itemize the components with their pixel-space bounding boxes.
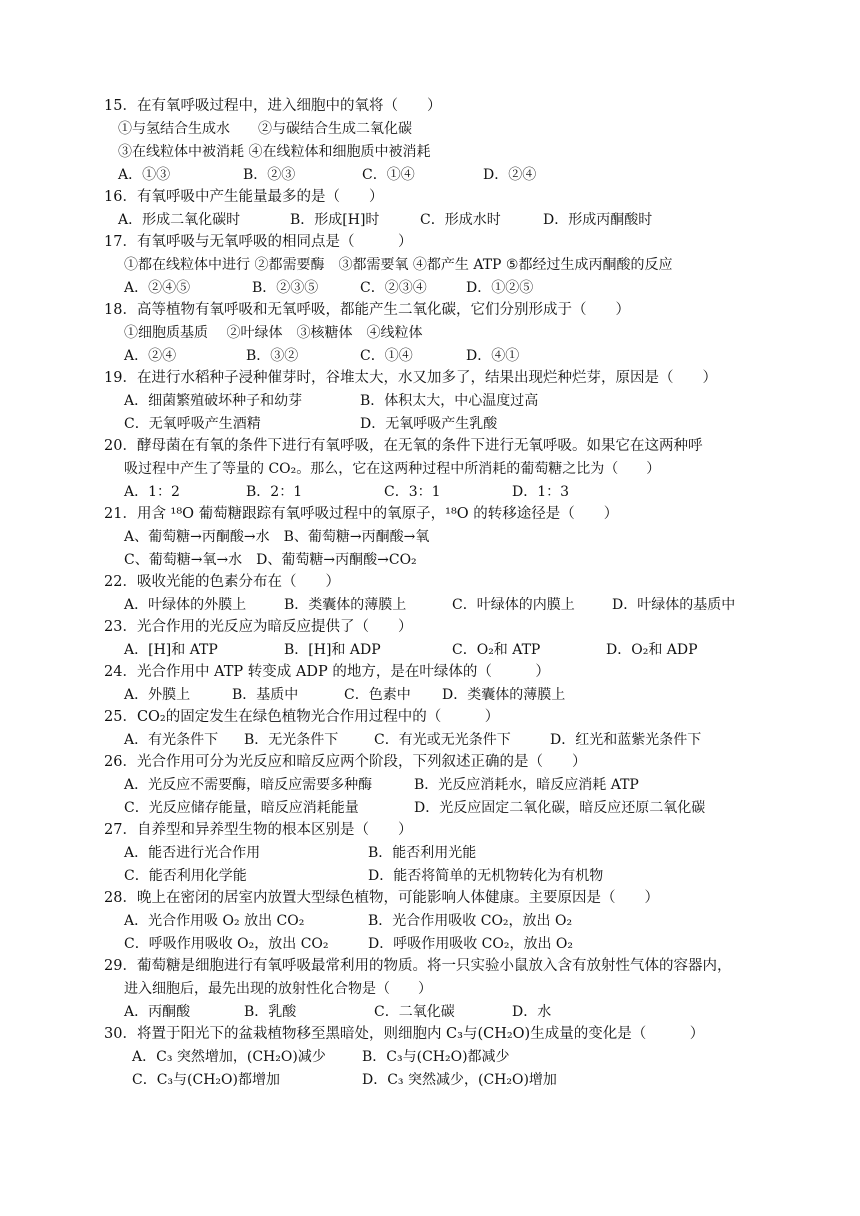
question-24-option-a[interactable]: A．外膜上 — [124, 687, 191, 703]
question-29-option-c[interactable]: C．二氧化碳 — [374, 1004, 455, 1020]
question-18-option-c[interactable]: C．①④ — [360, 348, 413, 364]
question-18-option-a[interactable]: A．②④ — [124, 348, 177, 364]
question-23-option-b[interactable]: B．[H]和 ADP — [284, 642, 381, 658]
question-21-options-cd[interactable]: C、葡萄糖→氧→水 D、葡萄糖→丙酮酸→CO₂ — [124, 552, 417, 568]
question-26-option-c[interactable]: C．光反应储存能量，暗反应消耗能量 — [124, 800, 359, 816]
question-17-option-b[interactable]: B．②③⑤ — [252, 280, 319, 296]
question-28-option-b[interactable]: B．光合作用吸收 CO₂，放出 O₂ — [368, 913, 573, 929]
question-25-option-a[interactable]: A．有光条件下 — [124, 732, 219, 748]
question-30-option-d[interactable]: D．C₃ 突然减少，(CH₂O)增加 — [362, 1072, 557, 1088]
question-19-stem: 19．在进行水稻种子浸种催芽时，谷堆太大，水又加多了，结果出现烂种烂芽，原因是（ ） — [104, 370, 717, 386]
question-16-option-a[interactable]: A．形成二氧化碳时 — [118, 212, 241, 228]
question-27-option-d[interactable]: D．能否将简单的无机物转化为有机物 — [368, 868, 604, 884]
question-20-stem-cont: 吸过程中产生了等量的 CO₂。那么，它在这两种过程中所消耗的葡萄糖之比为（ ） — [124, 461, 661, 477]
question-29-option-b[interactable]: B．乳酸 — [244, 1004, 297, 1020]
question-15-statements-2: ③在线粒体中被消耗 ④在线粒体和细胞质中被消耗 — [118, 144, 431, 160]
question-21-stem: 21．用含 ¹⁸O 葡萄糖跟踪有氧呼吸过程中的氧原子，¹⁸O 的转移途径是（ ） — [104, 506, 619, 522]
question-22-option-b[interactable]: B．类囊体的薄膜上 — [284, 597, 407, 613]
question-26-stem: 26．光合作用可分为光反应和暗反应两个阶段，下列叙述正确的是（ ） — [104, 754, 587, 770]
question-28-option-d[interactable]: D．呼吸作用吸收 CO₂，放出 O₂ — [368, 936, 574, 952]
question-23-option-c[interactable]: C．O₂和 ATP — [452, 642, 541, 658]
question-17-option-a[interactable]: A．②④⑤ — [124, 280, 191, 296]
question-30-option-c[interactable]: C．C₃与(CH₂O)都增加 — [132, 1072, 280, 1088]
question-29-stem: 29．葡萄糖是细胞进行有氧呼吸最常利用的物质。将一只实验小鼠放入含有放射性气体的容器内， — [104, 958, 732, 974]
question-15-option-a[interactable]: A．①③ — [118, 167, 171, 183]
question-22-option-d[interactable]: D．叶绿体的基质中 — [612, 597, 736, 613]
question-19-option-d[interactable]: D．无氧呼吸产生乳酸 — [360, 416, 498, 432]
question-15-stem: 15．在有氧呼吸过程中，进入细胞中的氧将（ ） — [104, 98, 442, 114]
question-25-option-c[interactable]: C．有光或无光条件下 — [374, 732, 511, 748]
question-24-option-c[interactable]: C．色素中 — [344, 687, 411, 703]
question-17-option-d[interactable]: D．①②⑤ — [466, 280, 534, 296]
question-20-stem: 20．酵母菌在有氧的条件下进行有氧呼吸，在无氧的条件下进行无氧呼吸。如果它在这两种呼 — [104, 438, 703, 454]
question-25-option-d[interactable]: D．红光和蓝紫光条件下 — [550, 732, 702, 748]
question-30-option-a[interactable]: A．C₃ 突然增加，(CH₂O)减少 — [132, 1049, 326, 1065]
question-19-option-a[interactable]: A．细菌繁殖破坏种子和幼芽 — [124, 393, 303, 409]
question-16-option-c[interactable]: C．形成水时 — [420, 212, 501, 228]
question-29-stem-cont: 进入细胞后，最先出现的放射性化合物是（ ） — [124, 981, 432, 997]
question-27-option-c[interactable]: C．能否利用化学能 — [124, 868, 247, 884]
question-18-option-d[interactable]: D．④① — [466, 348, 520, 364]
question-17-option-c[interactable]: C．②③④ — [360, 280, 427, 296]
question-28-stem: 28．晚上在密闭的居室内放置大型绿色植物，可能影响人体健康。主要原因是（ ） — [104, 890, 659, 906]
question-18-stem: 18．高等植物有氧呼吸和无氧呼吸，都能产生二氧化碳，它们分别形成于（ ） — [104, 302, 630, 318]
question-18-statements: ①细胞质基质 ②叶绿体 ③核糖体 ④线粒体 — [124, 325, 423, 341]
question-26-option-b[interactable]: B．光反应消耗水，暗反应消耗 ATP — [414, 777, 639, 793]
question-22-stem: 22．吸收光能的色素分布在（ ） — [104, 574, 340, 590]
question-16-stem: 16．有氧呼吸中产生能量最多的是（ ） — [104, 189, 384, 205]
question-28-option-a[interactable]: A．光合作用吸 O₂ 放出 CO₂ — [124, 913, 305, 929]
question-16-option-b[interactable]: B．形成[H]时 — [290, 212, 380, 228]
question-27-stem: 27．自养型和异养型生物的根本区别是（ ） — [104, 822, 413, 838]
question-23-option-d[interactable]: D．O₂和 ADP — [606, 642, 698, 658]
question-20-option-b[interactable]: B．2：1 — [246, 484, 303, 500]
question-22-option-a[interactable]: A．叶绿体的外膜上 — [124, 597, 247, 613]
question-28-option-c[interactable]: C．呼吸作用吸收 O₂，放出 CO₂ — [124, 936, 329, 952]
question-19-option-b[interactable]: B．体积太大，中心温度过高 — [360, 393, 539, 409]
question-15-option-c[interactable]: C．①④ — [362, 167, 415, 183]
question-19-option-c[interactable]: C．无氧呼吸产生酒精 — [124, 416, 261, 432]
question-20-option-a[interactable]: A．1：2 — [124, 484, 180, 500]
question-29-option-a[interactable]: A．丙酮酸 — [124, 1004, 191, 1020]
question-24-stem: 24．光合作用中 ATP 转变成 ADP 的地方，是在叶绿体的（ ） — [104, 664, 550, 680]
question-26-option-d[interactable]: D．光反应固定二氧化碳，暗反应还原二氧化碳 — [414, 800, 706, 816]
question-20-option-c[interactable]: C．3：1 — [384, 484, 441, 500]
question-22-option-c[interactable]: C．叶绿体的内膜上 — [452, 597, 575, 613]
question-29-option-d[interactable]: D．水 — [512, 1004, 552, 1020]
question-15-option-b[interactable]: B．②③ — [243, 167, 296, 183]
question-17-stem: 17．有氧呼吸与无氧呼吸的相同点是（ ） — [104, 234, 413, 250]
question-15-statements-1: ①与氢结合生成水 ②与碳结合生成二氧化碳 — [118, 121, 412, 137]
question-30-option-b[interactable]: B．C₃与(CH₂O)都减少 — [362, 1049, 510, 1065]
question-21-options-ab[interactable]: A、葡萄糖→丙酮酸→水 B、葡萄糖→丙酮酸→氧 — [124, 529, 430, 545]
question-25-stem: 25．CO₂的固定发生在绿色植物光合作用过程中的（ ） — [104, 709, 500, 725]
question-20-option-d[interactable]: D．1：3 — [512, 484, 570, 500]
question-25-option-b[interactable]: B．无光条件下 — [244, 732, 339, 748]
question-18-option-b[interactable]: B．③② — [246, 348, 299, 364]
question-30-stem: 30．将置于阳光下的盆栽植物移至黑暗处，则细胞内 C₃与(CH₂O)生成量的变化是（ ） — [104, 1026, 705, 1042]
question-23-option-a[interactable]: A．[H]和 ATP — [124, 642, 218, 658]
question-26-option-a[interactable]: A．光反应不需要酶，暗反应需要多种酶 — [124, 777, 373, 793]
question-15-option-d[interactable]: D．②④ — [483, 167, 537, 183]
question-23-stem: 23．光合作用的光反应为暗反应提供了（ ） — [104, 619, 413, 635]
question-24-option-d[interactable]: D．类囊体的薄膜上 — [442, 687, 566, 703]
question-27-option-b[interactable]: B．能否利用光能 — [368, 845, 477, 861]
question-17-statements: ①都在线粒体中进行 ②都需要酶 ③都需要氧 ④都产生 ATP ⑤都经过生成丙酮酸的反应 — [124, 257, 673, 273]
question-16-option-d[interactable]: D．形成丙酮酸时 — [543, 212, 653, 228]
question-27-option-a[interactable]: A．能否进行光合作用 — [124, 845, 261, 861]
question-24-option-b[interactable]: B．基质中 — [232, 687, 299, 703]
